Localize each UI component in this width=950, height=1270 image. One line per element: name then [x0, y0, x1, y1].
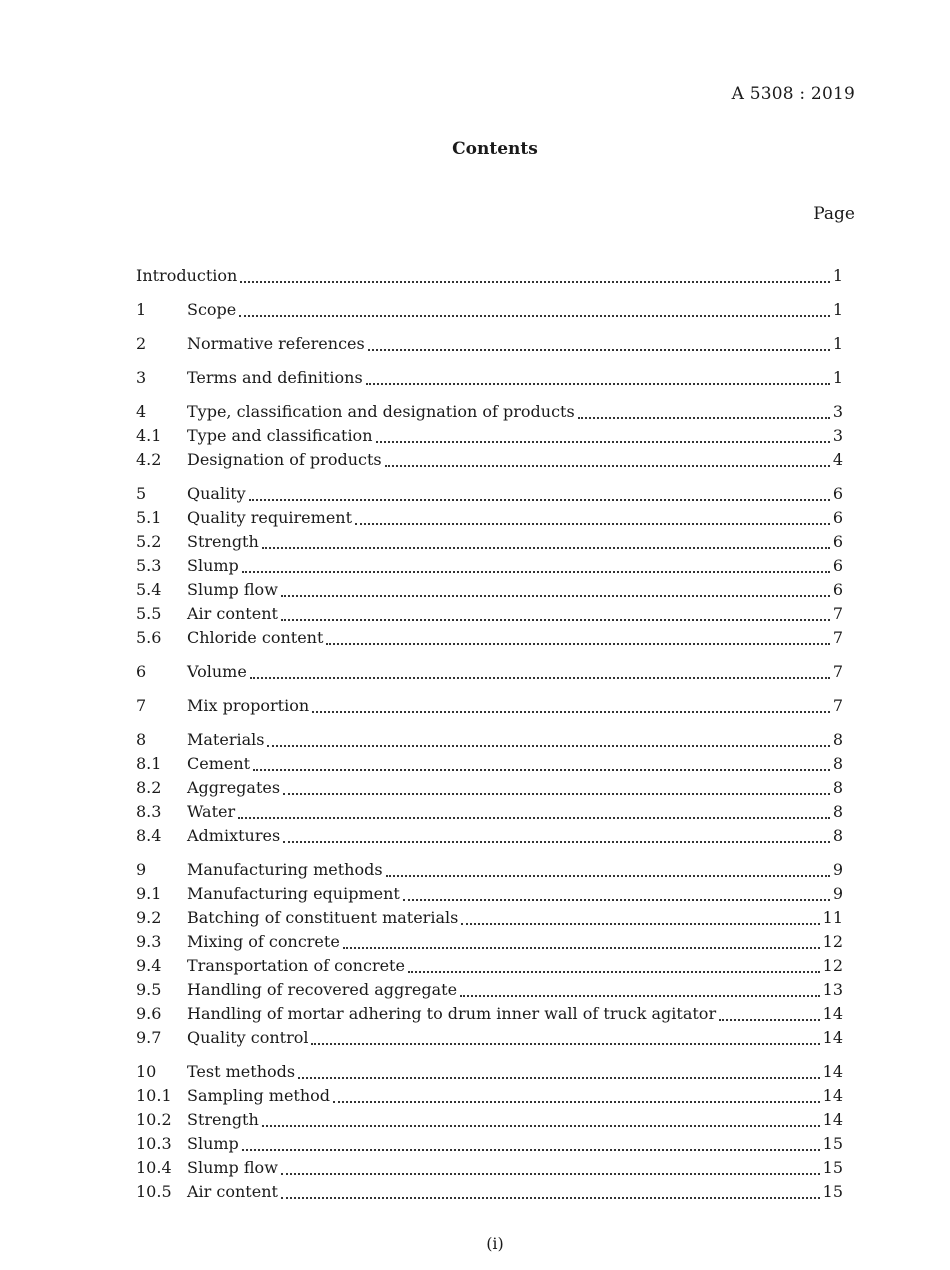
- toc-group: [136, 482, 843, 650]
- toc-dot-leader: [281, 595, 830, 597]
- toc-entry[interactable]: [136, 332, 843, 356]
- toc-entry-title: Handling of mortar adhering to drum inner wall of truck agitator: [187, 1004, 717, 1023]
- toc-entry-number: 10.5: [136, 1182, 172, 1201]
- table-of-contents: [136, 264, 843, 1214]
- toc-entry-number: 9.7: [136, 1028, 162, 1047]
- toc-entry-number: 5.6: [136, 628, 162, 647]
- toc-entry-page: 14: [822, 1004, 843, 1023]
- toc-entry[interactable]: [136, 728, 843, 752]
- toc-entry-page: 7: [832, 628, 843, 647]
- toc-dot-leader: [311, 1043, 819, 1045]
- toc-entry-page: 8: [832, 802, 843, 821]
- toc-entry-page: 15: [822, 1182, 843, 1201]
- toc-entry-number: 4.2: [136, 450, 162, 469]
- toc-entry[interactable]: [136, 1132, 843, 1156]
- toc-entry-number: 9.5: [136, 980, 162, 999]
- toc-entry-title: Air content: [187, 604, 278, 623]
- toc-entry[interactable]: [136, 506, 843, 530]
- toc-entry[interactable]: [136, 660, 843, 684]
- toc-entry[interactable]: [136, 978, 843, 1002]
- toc-entry-title: Test methods: [187, 1062, 296, 1081]
- toc-dot-leader: [386, 875, 830, 877]
- toc-entry-number: 10: [136, 1062, 157, 1081]
- toc-entry-page: 14: [822, 1062, 843, 1081]
- toc-entry-page: 4: [832, 450, 843, 469]
- toc-entry-number: 10.1: [136, 1086, 172, 1105]
- toc-entry-page: 6: [832, 556, 843, 575]
- toc-entry-title: Terms and definitions: [187, 368, 363, 387]
- toc-entry[interactable]: [136, 824, 843, 848]
- toc-entry-number: 1: [136, 300, 147, 319]
- toc-entry-page: 8: [832, 730, 843, 749]
- toc-entry-number: 8.1: [136, 754, 162, 773]
- toc-entry-number: 8.4: [136, 826, 162, 845]
- toc-entry-page: 7: [832, 604, 843, 623]
- toc-entry-page: 12: [822, 956, 843, 975]
- toc-dot-leader: [326, 643, 829, 645]
- toc-entry-title: Mixing of concrete: [187, 932, 340, 951]
- toc-entry[interactable]: [136, 882, 843, 906]
- toc-entry-page: 8: [832, 778, 843, 797]
- toc-dot-leader: [461, 923, 819, 925]
- toc-entry-title: Slump flow: [187, 1158, 278, 1177]
- toc-entry-title: Chloride content: [187, 628, 324, 647]
- toc-entry[interactable]: [136, 482, 843, 506]
- toc-dot-leader: [262, 547, 830, 549]
- toc-dot-leader: [343, 947, 820, 949]
- toc-dot-leader: [281, 1197, 820, 1199]
- toc-group: [136, 858, 843, 1050]
- toc-entry-page: 13: [822, 980, 843, 999]
- toc-entry-number: 9.1: [136, 884, 162, 903]
- toc-dot-leader: [242, 571, 830, 573]
- toc-entry-number: 4: [136, 402, 147, 421]
- toc-entry-number: 5.5: [136, 604, 162, 623]
- toc-entry-title: Transportation of concrete: [187, 956, 405, 975]
- toc-entry[interactable]: [136, 1002, 843, 1026]
- toc-entry-number: 9.3: [136, 932, 162, 951]
- toc-entry-title: Cement: [187, 754, 251, 773]
- toc-entry[interactable]: [136, 858, 843, 882]
- toc-entry-page: 7: [832, 696, 843, 715]
- toc-entry-title: Manufacturing methods: [187, 860, 383, 879]
- toc-dot-leader: [578, 417, 830, 419]
- toc-dot-leader: [281, 1173, 820, 1175]
- toc-entry-page: 3: [832, 402, 843, 421]
- toc-entry[interactable]: [136, 424, 843, 448]
- toc-entry-title: Normative references: [187, 334, 365, 353]
- toc-dot-leader: [238, 817, 830, 819]
- toc-entry-title: Scope: [187, 300, 237, 319]
- toc-entry-title: Quality: [187, 484, 246, 503]
- toc-entry-number: 10.4: [136, 1158, 172, 1177]
- toc-entry-title: Type and classification: [187, 426, 373, 445]
- toc-entry-page: 6: [832, 508, 843, 527]
- toc-entry-page: 9: [832, 860, 843, 879]
- toc-group: [136, 1060, 843, 1204]
- toc-dot-leader: [333, 1101, 820, 1103]
- toc-entry-number: 8: [136, 730, 147, 749]
- page-column-label: Page: [813, 204, 855, 224]
- toc-entry[interactable]: [136, 264, 843, 288]
- toc-dot-leader: [368, 349, 830, 351]
- toc-group: [136, 264, 843, 288]
- toc-entry[interactable]: [136, 448, 843, 472]
- toc-dot-leader: [281, 619, 830, 621]
- toc-entry-page: 14: [822, 1028, 843, 1047]
- toc-entry[interactable]: [136, 1026, 843, 1050]
- toc-dot-leader: [250, 677, 830, 679]
- toc-entry-number: 5.3: [136, 556, 162, 575]
- toc-group: [136, 332, 843, 356]
- toc-entry[interactable]: [136, 554, 843, 578]
- toc-entry-title: Mix proportion: [187, 696, 310, 715]
- toc-entry-page: 11: [822, 908, 843, 927]
- toc-entry-title: Materials: [187, 730, 265, 749]
- toc-entry-title: Type, classification and designation of products: [187, 402, 575, 421]
- toc-entry-page: 15: [822, 1158, 843, 1177]
- toc-entry-number: 9.6: [136, 1004, 162, 1023]
- toc-entry-page: 12: [822, 932, 843, 951]
- toc-entry-title: Handling of recovered aggregate: [187, 980, 458, 999]
- toc-dot-leader: [408, 971, 820, 973]
- toc-entry-title: Batching of constituent materials: [187, 908, 459, 927]
- toc-dot-leader: [376, 441, 830, 443]
- toc-entry-title: Strength: [187, 1110, 259, 1129]
- toc-entry-number: 7: [136, 696, 147, 715]
- toc-dot-leader: [366, 383, 830, 385]
- toc-entry-number: 9.4: [136, 956, 162, 975]
- toc-group: [136, 728, 843, 848]
- toc-entry[interactable]: [136, 400, 843, 424]
- toc-entry-title: Water: [187, 802, 236, 821]
- toc-dot-leader: [249, 499, 830, 501]
- footer-page-number: (i): [486, 1234, 504, 1253]
- toc-entry[interactable]: [136, 1084, 843, 1108]
- toc-entry[interactable]: [136, 1060, 843, 1084]
- toc-entry-page: 6: [832, 580, 843, 599]
- toc-entry-title: Slump: [187, 556, 239, 575]
- toc-entry-page: 3: [832, 426, 843, 445]
- toc-dot-leader: [460, 995, 820, 997]
- toc-entry-page: 1: [832, 334, 843, 353]
- toc-group: [136, 298, 843, 322]
- toc-dot-leader: [385, 465, 830, 467]
- toc-entry[interactable]: [136, 530, 843, 554]
- toc-group: [136, 660, 843, 684]
- toc-entry[interactable]: [136, 800, 843, 824]
- toc-entry-title: Volume: [187, 662, 247, 681]
- toc-entry-number: 10.2: [136, 1110, 172, 1129]
- toc-group: [136, 366, 843, 390]
- toc-entry-title: Air content: [187, 1182, 278, 1201]
- toc-entry-page: 9: [832, 884, 843, 903]
- toc-entry[interactable]: [136, 694, 843, 718]
- toc-entry-page: 6: [832, 532, 843, 551]
- toc-dot-leader: [403, 899, 830, 901]
- toc-entry[interactable]: [136, 954, 843, 978]
- toc-entry[interactable]: [136, 1180, 843, 1204]
- toc-dot-leader: [312, 711, 830, 713]
- toc-entry-number: 2: [136, 334, 147, 353]
- toc-dot-leader: [239, 315, 830, 317]
- toc-entry-number: 9: [136, 860, 147, 879]
- toc-dot-leader: [283, 793, 830, 795]
- toc-entry[interactable]: [136, 626, 843, 650]
- toc-group: [136, 400, 843, 472]
- toc-entry[interactable]: [136, 930, 843, 954]
- toc-dot-leader: [298, 1077, 820, 1079]
- toc-dot-leader: [253, 769, 830, 771]
- toc-entry-number: 3: [136, 368, 147, 387]
- toc-entry-page: 8: [832, 826, 843, 845]
- toc-entry-number: 5.2: [136, 532, 162, 551]
- toc-entry[interactable]: [136, 1156, 843, 1180]
- toc-dot-leader: [240, 281, 829, 283]
- toc-dot-leader: [719, 1019, 820, 1021]
- toc-entry-title: Slump: [187, 1134, 239, 1153]
- toc-entry[interactable]: [136, 752, 843, 776]
- toc-entry-title: Manufacturing equipment: [187, 884, 400, 903]
- standard-number: A 5308 : 2019: [731, 84, 855, 104]
- toc-entry-title: Introduction: [136, 266, 238, 285]
- toc-entry-number: 9.2: [136, 908, 162, 927]
- toc-dot-leader: [267, 745, 829, 747]
- toc-entry-title: Designation of products: [187, 450, 382, 469]
- toc-entry-page: 8: [832, 754, 843, 773]
- page-title: Contents: [452, 139, 538, 159]
- toc-entry[interactable]: [136, 906, 843, 930]
- toc-entry-page: 15: [822, 1134, 843, 1153]
- toc-entry-number: 4.1: [136, 426, 162, 445]
- toc-entry-page: 7: [832, 662, 843, 681]
- toc-entry[interactable]: [136, 776, 843, 800]
- toc-entry-number: 8.3: [136, 802, 162, 821]
- toc-entry[interactable]: [136, 578, 843, 602]
- toc-dot-leader: [242, 1149, 820, 1151]
- toc-dot-leader: [262, 1125, 820, 1127]
- toc-entry-title: Sampling method: [187, 1086, 331, 1105]
- toc-entry-title: Slump flow: [187, 580, 278, 599]
- toc-entry-page: 1: [832, 300, 843, 319]
- toc-group: [136, 694, 843, 718]
- toc-entry-title: Aggregates: [187, 778, 281, 797]
- toc-entry-title: Quality control: [187, 1028, 309, 1047]
- toc-dot-leader: [283, 841, 830, 843]
- toc-entry[interactable]: [136, 602, 843, 626]
- toc-entry-number: 5.4: [136, 580, 162, 599]
- toc-entry[interactable]: [136, 298, 843, 322]
- toc-entry-page: 14: [822, 1110, 843, 1129]
- toc-entry-number: 6: [136, 662, 147, 681]
- toc-entry-title: Strength: [187, 532, 259, 551]
- toc-entry-number: 8.2: [136, 778, 162, 797]
- toc-entry-number: 10.3: [136, 1134, 172, 1153]
- toc-entry-page: 6: [832, 484, 843, 503]
- toc-entry[interactable]: [136, 1108, 843, 1132]
- toc-dot-leader: [355, 523, 830, 525]
- toc-entry[interactable]: [136, 366, 843, 390]
- toc-entry-number: 5.1: [136, 508, 162, 527]
- toc-entry-page: 14: [822, 1086, 843, 1105]
- toc-entry-title: Admixtures: [187, 826, 281, 845]
- toc-entry-number: 5: [136, 484, 147, 503]
- toc-entry-page: 1: [832, 266, 843, 285]
- toc-entry-title: Quality requirement: [187, 508, 353, 527]
- toc-entry-page: 1: [832, 368, 843, 387]
